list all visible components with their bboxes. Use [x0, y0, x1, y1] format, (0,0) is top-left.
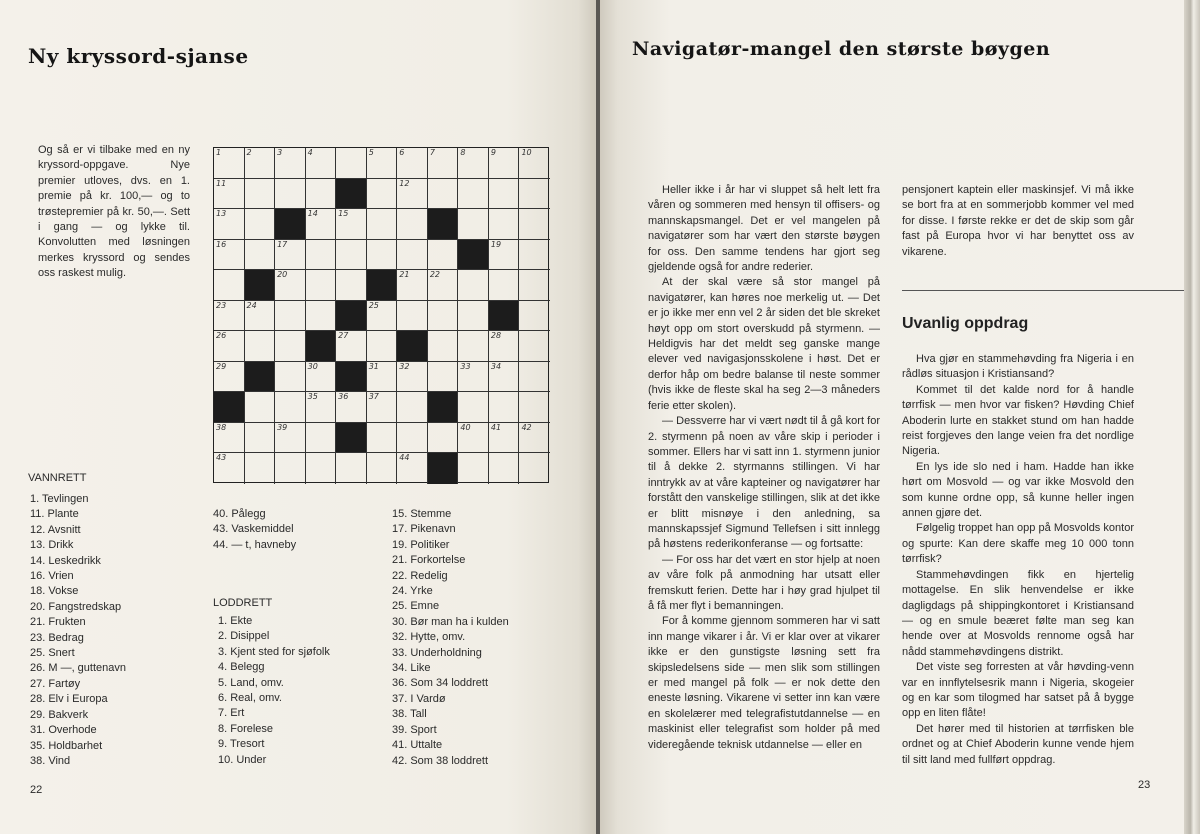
grid-cell [458, 148, 489, 179]
grid-cell [367, 179, 398, 210]
cell-number: 34 [490, 361, 502, 371]
grid-cell [275, 301, 306, 332]
black-cell [428, 453, 459, 484]
grid-cell [214, 240, 245, 271]
clue-item: 17. Pikenavn [392, 523, 456, 536]
cell-number: 5 [368, 148, 374, 157]
cell-number: 9 [490, 148, 496, 157]
cell-number: 31 [368, 361, 379, 371]
cell-number: 39 [277, 422, 288, 432]
article-title: Navigatør-mangel den største bøygen [632, 38, 1051, 60]
black-cell [214, 392, 245, 423]
clue-item: 32. Hytte, omv. [392, 631, 466, 644]
grid-cell [489, 270, 520, 301]
grid-cell [489, 392, 520, 423]
cell-number: 24 [246, 300, 257, 310]
grid-cell [275, 453, 306, 484]
paragraph: — Dessverre har vi vært nødt til å gå kort for 2. styrmenn på noen av våre skip i perioder i sommer. Ellers har vi satt inn 1. styrmenn junior til å dekke 2. styrmanns stillingen. Vi har inntrykk av at våre kapteiner og navigatører har forstått den vanskelige stillingen, slik at det ikke er blitt misnøye i den anledning, sa mannskapssjef Sigmund Tellefsen i sitt innlegg på høstens rederikonferanse — og fortsatte: [648, 415, 880, 551]
crossword-intro-text: Og så er vi tilbake med en ny kryssord-oppgave. Nye premier utloves, dvs. en 1. premie på kr. 100,— og to trøstepremier på kr. 50,—. Sett i gang — og lykke til. Konvolutten med løsningen merkes kryssord og sendes oss raskest mulig. [38, 144, 190, 280]
grid-cell [519, 209, 550, 240]
clue-item: 6. Real, omv. [218, 692, 282, 705]
grid-cell [519, 392, 550, 423]
clue-item: 16. Vrien [30, 570, 74, 583]
clue-item: 7. Ert [218, 707, 245, 720]
cell-number: 27 [338, 331, 349, 341]
grid-cell [489, 179, 520, 210]
clue-item: 26. M —, guttenavn [30, 662, 126, 675]
grid-cell [489, 362, 520, 393]
grid-cell [245, 148, 276, 179]
clue-item: 4. Belegg [218, 661, 265, 674]
clue-item: 40. Pålegg [213, 508, 266, 520]
grid-cell [214, 423, 245, 454]
vannrett-clues [30, 492, 126, 769]
cell-number: 8 [460, 148, 466, 157]
cell-number: 35 [307, 392, 318, 402]
paragraph: For å komme gjennom sommeren har vi satt inn mange vikarer i år. Vi er klar over at vikarer ikke er den gunstigste løsning sett fra skipsledelsens side — men slik som stillingen er med mangel på folk — er nok dette den eneste løsning. Vikarene vi setter inn kan være en skolelærer med telegrafistutdannelse — en maskinist eller telegrafist som holder på med videregående teknisk utdannelse — eller en [648, 615, 880, 751]
black-cell [367, 270, 398, 301]
grid-cell [397, 392, 428, 423]
grid-cell [367, 148, 398, 179]
clue-item: 13. Drikk [30, 539, 74, 552]
paragraph: En lys ide slo ned i ham. Hadde han ikke hørt om Mosvold — og var ikke Mosvold den som kunne ordne opp, så kunne heller ingen annen gjøre det. [902, 460, 1134, 520]
grid-cell [458, 392, 489, 423]
cell-number: 30 [307, 361, 318, 371]
grid-cell [519, 179, 550, 210]
grid-cell [367, 331, 398, 362]
grid-cell [306, 148, 337, 179]
grid-cell [367, 240, 398, 271]
grid-cell [397, 179, 428, 210]
grid-cell [397, 148, 428, 179]
grid-cell [245, 179, 276, 210]
left-page [0, 0, 596, 834]
grid-cell [367, 362, 398, 393]
cell-number: 13 [216, 209, 227, 219]
black-cell [336, 301, 367, 332]
grid-cell [519, 270, 550, 301]
loddrett-clues-continued [392, 507, 509, 769]
cell-number: 7 [429, 148, 435, 157]
cell-number: 22 [429, 270, 440, 280]
cell-number: 38 [216, 422, 227, 432]
clue-item: 12. Avsnitt [30, 523, 81, 536]
grid-cell [458, 423, 489, 454]
clue-item: 25. Snert [30, 647, 75, 660]
grid-cell [489, 209, 520, 240]
grid-cell [489, 148, 520, 179]
clue-item: 10. Under [218, 753, 267, 766]
grid-cell [397, 209, 428, 240]
grid-cell [214, 270, 245, 301]
cell-number: 26 [216, 331, 227, 341]
clue-item: 21. Forkortelse [392, 554, 466, 567]
cell-number: 20 [277, 270, 288, 280]
clue-item: 42. Som 38 loddrett [392, 754, 489, 767]
clue-item: 44. — t, havneby [213, 538, 297, 551]
black-cell [336, 423, 367, 454]
clue-item: 38. Tall [392, 708, 427, 721]
grid-cell [519, 423, 550, 454]
black-cell [275, 209, 306, 240]
grid-cell [336, 331, 367, 362]
paragraph: Hva gjør en stammehøvding fra Nigeria i en rådløs situasjon i Kristiansand? [902, 353, 1134, 381]
grid-cell [214, 301, 245, 332]
grid-cell [519, 362, 550, 393]
grid-cell [336, 148, 367, 179]
paragraph: pensjonert kaptein eller maskinsjef. Vi må ikke se bort fra at en sommerjobb kommer vel med for disse. I første rekke er det de skip som går fast på Europa hvor vi har benyttet oss av vikarene. [902, 184, 1134, 258]
clue-item: 29. Bakverk [30, 708, 89, 721]
paragraph: — For oss har det vært en stor hjelp at noen av våre folk på anmodning har utsatt eller fremskutt ferien. Dette har i høy grad hjulpet til å få mer flyt i bemanningen. [648, 553, 880, 612]
article-column-2 [902, 183, 1134, 260]
grid-cell [458, 453, 489, 484]
grid-cell [306, 392, 337, 423]
grid-cell [306, 270, 337, 301]
cell-number: 17 [277, 239, 288, 249]
grid-cell [336, 270, 367, 301]
clue-item: 23. Bedrag [30, 631, 84, 644]
cell-number: 25 [368, 300, 379, 310]
clue-item: 22. Redelig [392, 569, 448, 582]
grid-cell [489, 240, 520, 271]
black-cell [428, 209, 459, 240]
clue-item: 19. Politiker [392, 538, 450, 551]
black-cell [489, 301, 520, 332]
grid-cell [306, 301, 337, 332]
grid-cell [397, 301, 428, 332]
paragraph: Det viste seg forresten at vår høvding-venn var en innflytelsesrik mann i Nigeria, skogeier og en kar som tilogmed har satset på å bygge opp en liten flåte! [902, 661, 1134, 720]
grid-cell [367, 392, 398, 423]
grid-cell [428, 301, 459, 332]
grid-cell [489, 453, 520, 484]
grid-cell [306, 240, 337, 271]
cell-number: 36 [338, 392, 349, 402]
grid-cell [397, 270, 428, 301]
grid-cell [489, 331, 520, 362]
grid-cell [275, 331, 306, 362]
grid-cell [245, 209, 276, 240]
loddrett-clues [218, 614, 330, 768]
cell-number: 10 [521, 148, 532, 157]
cell-number: 42 [521, 422, 532, 432]
crossword-title: Ny kryssord-sjanse [28, 44, 249, 68]
clue-item: 1. Tevlingen [30, 493, 89, 505]
clue-item: 3. Kjent sted for sjøfolk [218, 645, 330, 658]
grid-cell [397, 362, 428, 393]
clue-item: 33. Underholdning [392, 646, 482, 659]
grid-cell [336, 209, 367, 240]
clue-item: 25. Emne [392, 600, 440, 613]
cell-number: 15 [338, 209, 349, 219]
cell-number: 11 [216, 178, 227, 188]
clue-item: 9. Tresort [218, 738, 265, 751]
grid-cell [458, 270, 489, 301]
grid-cell [306, 423, 337, 454]
black-cell [245, 362, 276, 393]
black-cell [397, 331, 428, 362]
grid-cell [428, 240, 459, 271]
cell-number: 33 [460, 361, 471, 371]
grid-cell [397, 240, 428, 271]
cell-number: 41 [490, 422, 502, 432]
cell-number: 2 [246, 148, 252, 157]
clue-item: 28. Elv i Europa [30, 693, 108, 706]
black-cell [336, 179, 367, 210]
grid-cell [306, 362, 337, 393]
clue-item: 15. Stemme [392, 508, 452, 520]
subheading: Uvanlig oppdrag [902, 315, 1029, 332]
article-column-2b [902, 352, 1134, 768]
paragraph: Heller ikke i år har vi sluppet så helt lett fra våren og sommeren med hensyn til offisers- og mannskapsmangel. Det er vel mangelen på navigatører som har vært den største bøygen for oss. Den samme tendens har gjort seg gjeldende også for andre rederier. [648, 184, 880, 274]
grid-cell [519, 331, 550, 362]
cell-number: 14 [307, 209, 318, 219]
black-cell [245, 270, 276, 301]
clue-item: 14. Leskedrikk [30, 554, 101, 567]
section-divider [902, 290, 1184, 291]
grid-cell [367, 301, 398, 332]
cell-number: 23 [216, 300, 227, 310]
clue-item: 11. Plante [30, 508, 79, 521]
clue-item: 27. Fartøy [30, 677, 81, 690]
grid-cell [214, 331, 245, 362]
paragraph: Det hører med til historien at tørrfisken ble ordnet og at Chief Aboderin kunne vende hjem til sitt land med fullført oppdrag. [902, 722, 1134, 766]
clue-item: 21. Frukten [30, 616, 86, 629]
paragraph: At der skal være så stor mangel på navigatører, kan høres noe merkelig ut. — Det er jo ikke mer enn vel 2 år siden det ble skreket høyt opp om stort overskudd på styrmenn. — Heldigvis har det meldt seg ganske mange elever ved navigasjonsskolene i høst. Det er derfor håp om bedre balanse til neste sommer (hvis ikke de fleste skal ha seg 2—3 måneders ferie etter skolen). [648, 276, 880, 412]
black-cell [336, 362, 367, 393]
clue-item: 20. Fangstredskap [30, 600, 122, 613]
clue-item: 39. Sport [392, 723, 437, 736]
grid-cell [306, 453, 337, 484]
grid-cell [275, 392, 306, 423]
grid-cell [519, 240, 550, 271]
grid-cell [397, 423, 428, 454]
clue-item: 37. I Vardø [392, 692, 446, 705]
paragraph: Kommet til det kalde nord for å handle tørrfisk — men hvor var fisken? Høvding Chief Aboderin lurte en stakket stund om han hadde reist forgjeves den lange veien fra det nordlige Nigeria. [902, 383, 1134, 458]
grid-cell [214, 209, 245, 240]
grid-cell [367, 209, 398, 240]
clue-item: 2. Disippel [218, 630, 270, 643]
grid-cell [428, 423, 459, 454]
crossword-grid [213, 147, 549, 483]
grid-cell [458, 209, 489, 240]
grid-cell [245, 453, 276, 484]
grid-cell [336, 240, 367, 271]
grid-cell [214, 453, 245, 484]
grid-cell [458, 362, 489, 393]
grid-cell [214, 148, 245, 179]
article-column-1 [648, 183, 880, 753]
grid-cell [397, 453, 428, 484]
grid-cell [245, 331, 276, 362]
grid-cell [489, 423, 520, 454]
grid-cell [428, 179, 459, 210]
cell-number: 28 [490, 331, 502, 341]
grid-cell [519, 453, 550, 484]
right-page [600, 0, 1184, 834]
black-cell [428, 392, 459, 423]
cell-number: 40 [460, 422, 471, 432]
grid-cell [519, 301, 550, 332]
clue-item: 30. Bør man ha i kulden [392, 615, 509, 628]
vannrett-clues-continued [213, 507, 296, 553]
grid-cell [275, 179, 306, 210]
grid-cell [214, 179, 245, 210]
black-cell [458, 240, 489, 271]
cell-number: 29 [216, 361, 227, 371]
clue-item: 43. Vaskemiddel [213, 523, 294, 536]
grid-cell [458, 331, 489, 362]
clue-item: 8. Forelese [218, 722, 274, 735]
clue-item: 38. Vind [30, 754, 71, 767]
clue-item: 18. Vokse [30, 585, 79, 598]
grid-cell [275, 240, 306, 271]
grid-cell [367, 453, 398, 484]
page-number-right: 23 [1138, 779, 1151, 791]
clue-item: 5. Land, omv. [218, 676, 284, 689]
cell-number: 1 [216, 148, 222, 157]
clue-item: 36. Som 34 loddrett [392, 677, 489, 690]
grid-cell [275, 423, 306, 454]
clue-item: 24. Yrke [392, 585, 433, 598]
cell-number: 16 [216, 239, 227, 249]
grid-cell [458, 179, 489, 210]
grid-cell [214, 362, 245, 393]
page-edge [1184, 0, 1200, 834]
paragraph: Følgelig troppet han opp på Mosvolds kontor og spurte: Kan dere skaffe meg 10 000 tonn tørrfisk? [902, 522, 1134, 566]
cell-number: 12 [399, 178, 410, 188]
grid-cell [458, 301, 489, 332]
grid-cell [428, 362, 459, 393]
grid-cell [245, 240, 276, 271]
grid-cell [306, 209, 337, 240]
grid-cell [275, 270, 306, 301]
grid-cell [275, 148, 306, 179]
black-cell [306, 331, 337, 362]
page-number-left: 22 [30, 784, 43, 796]
cell-number: 21 [399, 270, 410, 280]
grid-cell [306, 179, 337, 210]
paragraph: Stammehøvdingen fikk en hjertelig mottagelse. En slik henvendelse er ikke dagligdags på shippingkontoret i Kristiansand — og en smule beæret følte man seg kan hende over at Mosvolds rennome også har nådd stammehøvdingens distrikt. [902, 568, 1134, 658]
cell-number: 32 [399, 361, 410, 371]
grid-cell [245, 392, 276, 423]
cell-number: 4 [307, 148, 313, 157]
crossword-intro [38, 143, 190, 282]
vannrett-heading: VANNRETT [28, 472, 87, 484]
cell-number: 3 [277, 148, 283, 157]
grid-cell [336, 453, 367, 484]
grid-cell [275, 362, 306, 393]
cell-number: 6 [399, 148, 405, 157]
grid-cell [428, 148, 459, 179]
cell-number: 44 [399, 453, 410, 463]
grid-cell [245, 301, 276, 332]
grid-cell [336, 392, 367, 423]
clue-item: 31. Overhode [30, 724, 97, 737]
grid-cell [428, 331, 459, 362]
cell-number: 43 [216, 453, 227, 463]
clue-item: 35. Holdbarhet [30, 739, 103, 752]
grid-cell [245, 423, 276, 454]
cell-number: 37 [368, 392, 379, 402]
clue-item: 1. Ekte [218, 615, 253, 627]
grid-cell [428, 270, 459, 301]
clue-item: 34. Like [392, 662, 431, 675]
grid-cell [519, 148, 550, 179]
clue-item: 41. Uttalte [392, 739, 443, 752]
loddrett-heading: LODDRETT [213, 597, 273, 609]
grid-cell [367, 423, 398, 454]
cell-number: 19 [490, 239, 502, 249]
